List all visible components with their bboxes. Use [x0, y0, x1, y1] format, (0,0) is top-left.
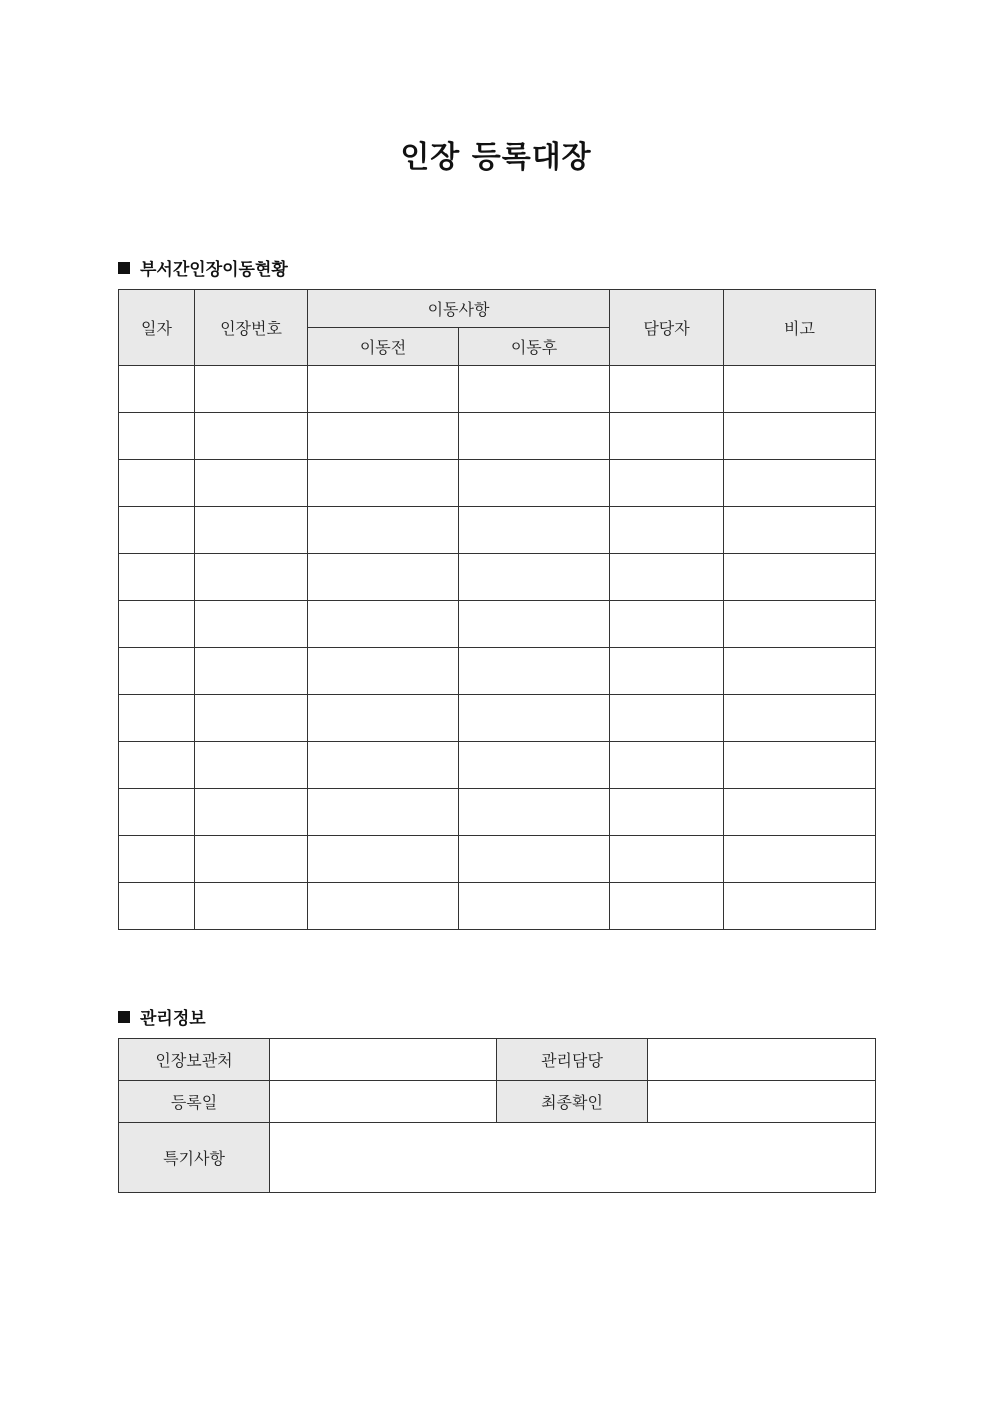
date-cell[interactable]: [119, 883, 195, 930]
after-cell[interactable]: [459, 413, 610, 460]
table-row: [119, 648, 876, 695]
seal-number-cell[interactable]: [195, 789, 308, 836]
label-manager: 관리담당: [497, 1039, 648, 1081]
manager-cell[interactable]: [610, 742, 724, 789]
seal-number-cell[interactable]: [195, 742, 308, 789]
table-row: [119, 836, 876, 883]
date-cell[interactable]: [119, 507, 195, 554]
after-cell[interactable]: [459, 883, 610, 930]
before-cell[interactable]: [308, 742, 459, 789]
seal-number-cell[interactable]: [195, 648, 308, 695]
seal-number-cell[interactable]: [195, 413, 308, 460]
remarks-cell[interactable]: [724, 742, 876, 789]
remarks-cell[interactable]: [724, 413, 876, 460]
seal-number-cell[interactable]: [195, 695, 308, 742]
manager-cell[interactable]: [610, 789, 724, 836]
remarks-cell[interactable]: [724, 507, 876, 554]
before-cell[interactable]: [308, 554, 459, 601]
table-row: [119, 460, 876, 507]
remarks-cell[interactable]: [724, 883, 876, 930]
date-cell[interactable]: [119, 554, 195, 601]
before-cell[interactable]: [308, 648, 459, 695]
before-cell[interactable]: [308, 695, 459, 742]
before-cell[interactable]: [308, 836, 459, 883]
header-before: 이동전: [308, 328, 459, 366]
before-cell[interactable]: [308, 366, 459, 413]
label-storage: 인장보관처: [119, 1039, 270, 1081]
square-bullet-icon: [118, 1011, 130, 1023]
movement-section-heading: [118, 255, 288, 280]
registration-date-field[interactable]: [270, 1081, 497, 1123]
manager-field[interactable]: [648, 1039, 876, 1081]
after-cell[interactable]: [459, 648, 610, 695]
header-manager: 담당자: [610, 290, 724, 366]
remarks-cell[interactable]: [724, 460, 876, 507]
after-cell[interactable]: [459, 554, 610, 601]
before-cell[interactable]: [308, 789, 459, 836]
table-row: [119, 507, 876, 554]
manager-cell[interactable]: [610, 366, 724, 413]
table-row: [119, 413, 876, 460]
after-cell[interactable]: [459, 742, 610, 789]
header-date: 일자: [119, 290, 195, 366]
manager-cell[interactable]: [610, 554, 724, 601]
final-check-field[interactable]: [648, 1081, 876, 1123]
remarks-cell[interactable]: [724, 836, 876, 883]
seal-number-cell[interactable]: [195, 836, 308, 883]
after-cell[interactable]: [459, 695, 610, 742]
remarks-cell[interactable]: [724, 789, 876, 836]
manager-cell[interactable]: [610, 413, 724, 460]
after-cell[interactable]: [459, 789, 610, 836]
date-cell[interactable]: [119, 366, 195, 413]
manager-cell[interactable]: [610, 883, 724, 930]
date-cell[interactable]: [119, 789, 195, 836]
manager-cell[interactable]: [610, 648, 724, 695]
seal-number-cell[interactable]: [195, 883, 308, 930]
after-cell[interactable]: [459, 366, 610, 413]
after-cell[interactable]: [459, 460, 610, 507]
remarks-cell[interactable]: [724, 648, 876, 695]
manager-cell[interactable]: [610, 507, 724, 554]
after-cell[interactable]: [459, 601, 610, 648]
seal-number-cell[interactable]: [195, 507, 308, 554]
label-notes: 특기사항: [119, 1123, 270, 1193]
remarks-cell[interactable]: [724, 601, 876, 648]
table-row: [119, 601, 876, 648]
page-title: 인장 등록대장: [400, 140, 592, 175]
before-cell[interactable]: [308, 507, 459, 554]
after-cell[interactable]: [459, 836, 610, 883]
before-cell[interactable]: [308, 601, 459, 648]
management-section-heading: [118, 1004, 206, 1029]
management-info-table: [118, 1038, 876, 1193]
after-cell[interactable]: [459, 507, 610, 554]
table-row: [119, 695, 876, 742]
before-cell[interactable]: [308, 883, 459, 930]
before-cell[interactable]: [308, 413, 459, 460]
manager-cell[interactable]: [610, 601, 724, 648]
seal-number-cell[interactable]: [195, 601, 308, 648]
header-movement: 이동사항: [308, 290, 610, 328]
label-final-check: 최종확인: [497, 1081, 648, 1123]
notes-field[interactable]: [270, 1123, 876, 1193]
date-cell[interactable]: [119, 460, 195, 507]
table-row: [119, 554, 876, 601]
table-row: [119, 789, 876, 836]
remarks-cell[interactable]: [724, 695, 876, 742]
header-after: 이동후: [459, 328, 610, 366]
date-cell[interactable]: [119, 413, 195, 460]
square-bullet-icon: [118, 262, 130, 274]
before-cell[interactable]: [308, 460, 459, 507]
date-cell[interactable]: [119, 742, 195, 789]
management-section-title: 관리정보: [140, 1009, 206, 1029]
table-row: [119, 366, 876, 413]
table-row: [119, 742, 876, 789]
storage-field[interactable]: [270, 1039, 497, 1081]
seal-number-cell[interactable]: [195, 460, 308, 507]
date-cell[interactable]: [119, 836, 195, 883]
date-cell[interactable]: [119, 695, 195, 742]
movement-section-title: 부서간인장이동현황: [140, 260, 288, 280]
date-cell[interactable]: [119, 601, 195, 648]
manager-cell[interactable]: [610, 836, 724, 883]
seal-movement-table: [118, 289, 876, 930]
date-cell[interactable]: [119, 648, 195, 695]
seal-number-cell[interactable]: [195, 554, 308, 601]
manager-cell[interactable]: [610, 460, 724, 507]
table-row: [119, 883, 876, 930]
seal-number-cell[interactable]: [195, 366, 308, 413]
header-seal-number: 인장번호: [195, 290, 308, 366]
remarks-cell[interactable]: [724, 366, 876, 413]
label-registration-date: 등록일: [119, 1081, 270, 1123]
manager-cell[interactable]: [610, 695, 724, 742]
header-remarks: 비고: [724, 290, 876, 366]
remarks-cell[interactable]: [724, 554, 876, 601]
